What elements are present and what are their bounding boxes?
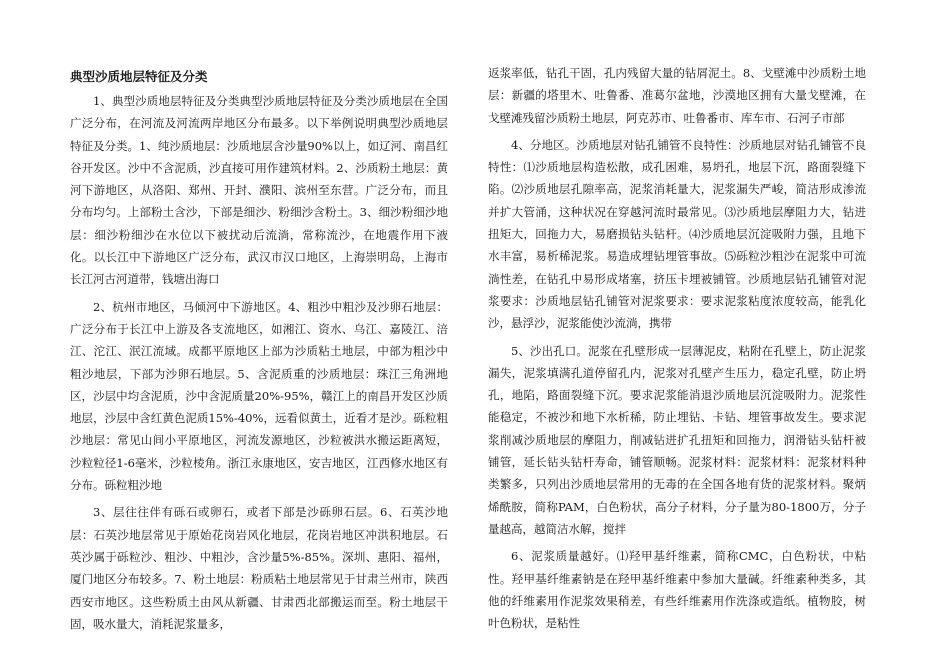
left-column bbox=[70, 62, 448, 640]
paragraph: 2、杭州市地区，马倾河中下游地区。4、粗沙中粗沙及沙卵石地层：广泛分布于长江中上游及各支流地区，如湘江、资水、乌江、嘉陵江、涪江、沱江、泯江流域。成都平原地区上部为沙质粘土地层，中部为粗沙中粗沙地层，下部为沙卵石地层。5、含泥质重的沙质地层：珠江三角洲地区，沙层中均含泥质，沙中含泥质量20%-95%，赣江上的南昌开发区沙质地层，沙层中含红黄色泥质15%-40%，远看似黄土，近看才是沙。砾粒粗沙地层：常见山间小平原地区，河流发源地区，沙粒被洪水搬运距离短，沙粒粒径1-6毫米，沙粒棱角。浙江永康地区，安吉地区，江西修水地区有分布。砾粒粗沙地 bbox=[70, 299, 448, 493]
paragraph: 3、层往往伴有砾石或卵石，或者下部是沙砾卵石层。6、石英沙地层：石英沙地层常见于原始花岗岩风化地层，花岗岩地区冲洪积地层。石英沙属于砾粒沙、粗沙、中粗沙，含沙量5%-85%。深圳、惠阳、福州，厦门地区分布较多。7、粉土地层：粉质粘土地层常见于甘肃兰州市，陕西西安市地区。这些粉质土由风从新疆、甘肃西北部搬运而至。粉土地层干固，吸水量大，消耗泥浆量多， bbox=[70, 505, 448, 631]
paragraph: 1、典型沙质地层特征及分类典型沙质地层特征及分类沙质地层在全国广泛分布，在河流及河流两岸地区分布最多。以下举例说明典型沙质地层特征及分类。1、纯沙质地层：沙质地层含沙量90%以上，如辽河、南昌红谷开发区。沙中不含泥质，沙直接可用作建筑材料。2、沙质粉土地层：黄河下游地区，从洛阳、郑州、开封、濮阳、滨州至东营。广泛分布，而且分布均匀。上部粉土含沙，下部是细沙、粉细沙含粉土。3、细沙粉细沙地层：细沙粉细沙在水位以下被扰动后流淌，常称流沙，在地震作用下液化。以长江中下游地区广泛分布，武汉市汉口地区，上海崇明岛，上海市长江河古河道带，钱塘出海口 bbox=[70, 94, 448, 287]
paragraph: 6、泥浆质量越好。⑴羟甲基纤维素，简称CMC，白色粉状，中粘性。羟甲基纤维素钠是在羟甲基纤维素中参加大量碱。纤维素种类多，其他的纤维素用作泥浆效果稍差，有些纤维素用作洗涤或造纸。植物胶，树叶色粉状，是粘性 bbox=[488, 549, 866, 631]
document-title: 典型沙质地层特征及分类 bbox=[70, 69, 208, 84]
paragraph: 5、沙出孔口。泥浆在孔壁形成一层薄泥皮，粘附在孔壁上，防止泥浆漏失，泥浆填满孔道停留孔内，泥浆对孔壁产生压力，稳定孔壁，防止坍孔，地陷，路面裂缝下沉。要求泥浆能消退沙质地层沉淀吸附力。泥浆性能稳定，不被沙和地下水析稀，防止埋钻、卡钻、埋管事故发生。要求泥浆削减沙质地层的摩阻力，削减钻进扩孔扭矩和回拖力，润滑钻头钻杆被铺管，延长钻头钻杆寿命，铺管顺畅。泥浆材料：泥浆材料：泥浆材料种类繁多，只列出沙质地层常用的无毒的在全国各地有货的泥浆材料。聚炳烯酰胺，简称PAM，白色粉状，高分子材料，分子量为80-1800万，分子量越高，越简洁水解，搅拌 bbox=[488, 343, 866, 536]
right-column bbox=[488, 62, 866, 639]
paragraph: 4、分地区。沙质地层对钻孔铺管不良特性：沙质地层对钻孔铺管不良特性：⑴沙质地层构造松散，成孔困难，易坍孔，地层下沉，路面裂缝下陷。⑵沙质地层孔隙率高，泥浆消耗量大，泥浆漏失严峻，简洁形成渗流并扩大管涌，这种状况在穿越河流时最常见。⑶沙质地层摩阻力大，钻进扭矩大，回拖力大，易磨损钻头钻杆。⑷沙质地层沉淀吸附力强，且地下水丰富，易析稀泥浆。易造成埋钻埋管事故。⑸砾粒沙粗沙在泥浆中可流淌性差，在钻孔中易形成堵塞，挤压卡埋被铺管。沙质地层钻孔铺管对泥浆要求：沙质地层钻孔铺管对泥浆要求：要求泥浆粘度浓度较高，能乳化沙，悬浮沙，泥浆能使沙流淌，携带 bbox=[488, 137, 866, 331]
paragraph: 返浆率低，钻孔干固，孔内残留大量的钻屑泥土。8、戈壁滩中沙质粉土地层：新疆的塔里木、吐鲁番、准葛尔盆地，沙漠地区拥有大量戈壁滩，在戈壁滩残留沙质粉土地层，阿克苏市、吐鲁番市、库车市、石河子市部 bbox=[488, 66, 866, 125]
